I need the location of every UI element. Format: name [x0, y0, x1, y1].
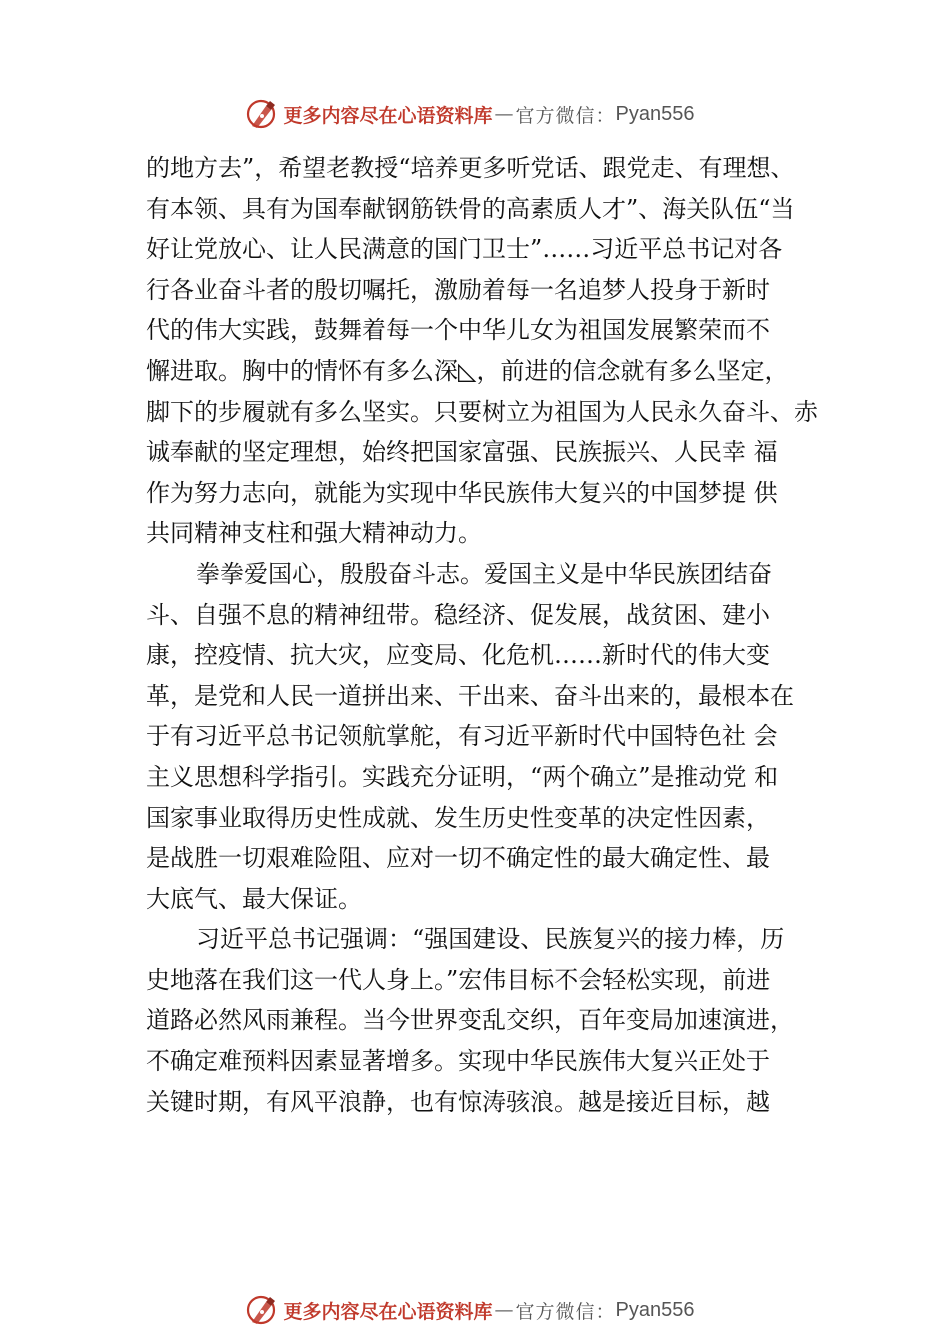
text-line: 拳拳爱国心，殷殷奋斗志。爱国主义是中华民族团结奋 [196, 559, 772, 588]
text-line: 是战胜一切艰难险阻、应对一切不确定性的最大确定性、最 [146, 844, 770, 873]
text-line: 不确定难预料因素显著增多。实现中华民族伟大复兴正处于 [146, 1047, 770, 1076]
header-separator: — [494, 103, 514, 125]
footer-wechat-label: 官方微信： [515, 1300, 616, 1323]
text-line: 有本领、具有为国奉献钢筋铁骨的高素质人才”、海关队伍“当 [146, 194, 795, 223]
footer-brand-text: 更多内容尽在心语资料库 [283, 1300, 493, 1323]
footer-wechat-id: Pyan556 [615, 1298, 695, 1321]
text-line: 关键时期，有风平浪静，也有惊涛骇浪。越是接近目标，越 [146, 1087, 770, 1116]
text-line: 大底气、最大保证。 [146, 884, 362, 913]
text-line: 斗、自强不息的精神纽带。稳经济、促发展，战贫困、建小 [146, 600, 770, 629]
pen-nib-logo-icon [244, 1292, 280, 1328]
text-line: 懈进取。胸中的情怀有多么深◺，前进的信念就有多么坚定， [146, 356, 789, 385]
text-line: 诚奉献的坚定理想，始终把国家富强、民族振兴、人民幸 福 [146, 438, 778, 467]
text-line: 史地落在我们这一代人身上。”宏伟目标不会轻松实现，前进 [146, 965, 771, 994]
header-wechat-id: Pyan556 [615, 102, 695, 125]
text-line: 于有习近平总书记领航掌舵，有习近平新时代中国特色社 会 [146, 722, 778, 751]
text-line: 康，控疫情、抗大灾，应变局、化危机……新时代的伟大变 [146, 641, 770, 670]
document-body [146, 148, 836, 1122]
text-line: 共同精神支柱和强大精神动力。 [146, 519, 482, 548]
text-line: 行各业奋斗者的殷切嘱托，激励着每一名追梦人投身于新时 [146, 275, 770, 304]
text-line: 脚下的步履就有多么坚实。只要树立为祖国为人民永久奋斗、赤 [146, 397, 818, 426]
text-line: 主义思想科学指引。实践充分证明，“两个确立”是推动党 和 [146, 762, 779, 791]
text-line: 革，是党和人民一道拼出来、干出来、奋斗出来的，最根本在 [146, 681, 794, 710]
footer-separator: — [494, 1299, 514, 1321]
pen-nib-logo-icon [244, 96, 280, 132]
header-wechat-label: 官方微信： [515, 104, 616, 127]
header-brand-text: 更多内容尽在心语资料库 [283, 104, 493, 127]
footer-banner [0, 1290, 950, 1330]
text-line: 国家事业取得历史性成就、发生历史性变革的决定性因素， [146, 803, 770, 832]
text-line: 好让党放心、让人民满意的国门卫士”……习近平总书记对各 [146, 235, 783, 264]
text-line: 的地方去”，希望老教授“培养更多听党话、跟党走、有理想、 [146, 154, 795, 182]
text-line: 习近平总书记强调：“强国建设、民族复兴的接力棒，历 [196, 925, 785, 954]
text-line: 道路必然风雨兼程。当今世界变乱交织，百年变局加速演进， [146, 1006, 794, 1035]
header-banner [0, 94, 950, 134]
text-line: 代的伟大实践，鼓舞着每一个中华儿女为祖国发展繁荣而不 [146, 316, 770, 345]
text-line: 作为努力志向，就能为实现中华民族伟大复兴的中国梦提 供 [146, 478, 778, 507]
